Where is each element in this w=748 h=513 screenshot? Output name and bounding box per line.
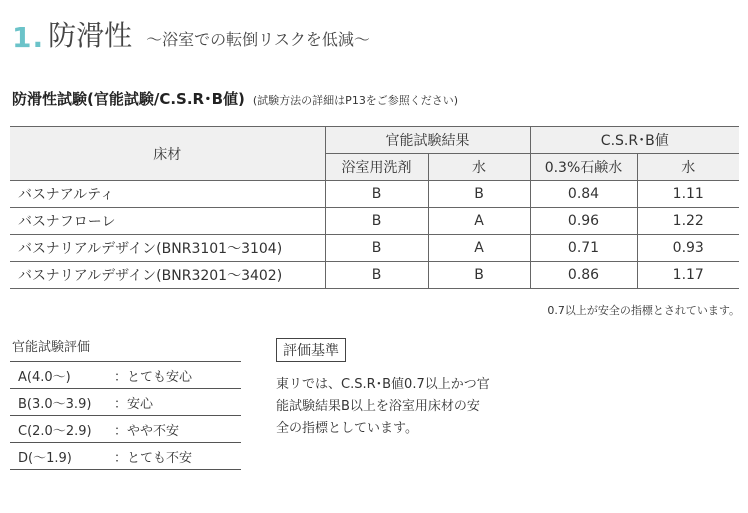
criteria-box	[276, 338, 516, 440]
value-cell: 0.96	[530, 208, 637, 235]
subheader-water: 水	[428, 154, 530, 181]
evaluation-row	[10, 362, 241, 389]
floor-name: バスナフローレ	[10, 208, 325, 235]
value-cell: A	[428, 208, 530, 235]
table-row	[10, 181, 739, 208]
table-row	[10, 208, 739, 235]
criteria-line: 能試験結果B以上を浴室用床材の安	[276, 399, 480, 414]
footnote: 0.7以上が安全の指標とされています。	[547, 304, 740, 317]
evaluation-row	[10, 416, 241, 443]
header-floor: 床材	[10, 127, 325, 181]
grade-desc: ：とても安心	[114, 369, 193, 385]
section-number: 1.	[12, 21, 45, 54]
value-cell: 1.17	[637, 262, 739, 289]
grade-desc: ：やや不安	[114, 423, 180, 439]
value-cell: B	[325, 181, 428, 208]
evaluation-row	[10, 389, 241, 416]
value-cell: 0.86	[530, 262, 637, 289]
subheader-water-csr: 水	[637, 154, 739, 181]
value-cell: B	[428, 262, 530, 289]
floor-name: バスナリアルデザイン(BNR3101～3104)	[10, 235, 325, 262]
grade-desc: ：安心	[114, 396, 154, 412]
value-cell: B	[325, 208, 428, 235]
section-note: (試験方法の詳細はP13をご参照ください)	[252, 94, 459, 107]
value-cell: B	[325, 262, 428, 289]
criteria-label: 評価基準	[276, 338, 346, 362]
page-header	[12, 14, 370, 54]
grade-label: B(3.0～3.9)	[18, 396, 92, 412]
grade-label: D(～1.9)	[18, 450, 72, 466]
criteria-line: 全の指標としています。	[276, 421, 418, 436]
subheader-soap: 0.3%石鹸水	[530, 154, 637, 181]
page-title: 防滑性	[48, 19, 133, 52]
criteria-text	[276, 374, 516, 440]
evaluation-title: 官能試験評価	[10, 336, 241, 362]
section-title: 防滑性試験(官能試験/C.S.R･B値)	[12, 90, 245, 108]
value-cell: 0.71	[530, 235, 637, 262]
grade-label: C(2.0～2.9)	[18, 423, 92, 439]
floor-name: バスナリアルデザイン(BNR3201～3402)	[10, 262, 325, 289]
slip-test-table	[10, 126, 739, 289]
evaluation-legend	[10, 336, 241, 470]
criteria-line: 東リでは、C.S.R･B値0.7以上かつ官	[276, 377, 490, 392]
header-csr-group: C.S.R･B値	[530, 127, 739, 154]
table-row	[10, 235, 739, 262]
grade-label: A(4.0～)	[18, 369, 71, 385]
value-cell: 1.22	[637, 208, 739, 235]
value-cell: A	[428, 235, 530, 262]
header-sensory-group: 官能試験結果	[325, 127, 530, 154]
value-cell: 1.11	[637, 181, 739, 208]
subheader-detergent: 浴室用洗剤	[325, 154, 428, 181]
section-heading	[12, 88, 458, 109]
value-cell: 0.93	[637, 235, 739, 262]
value-cell: B	[428, 181, 530, 208]
floor-name: バスナアルティ	[10, 181, 325, 208]
value-cell: 0.84	[530, 181, 637, 208]
grade-desc: ：とても不安	[114, 450, 193, 466]
evaluation-row	[10, 443, 241, 470]
value-cell: B	[325, 235, 428, 262]
table-row	[10, 262, 739, 289]
page-subtitle: ～浴室での転倒リスクを低減～	[146, 30, 370, 49]
